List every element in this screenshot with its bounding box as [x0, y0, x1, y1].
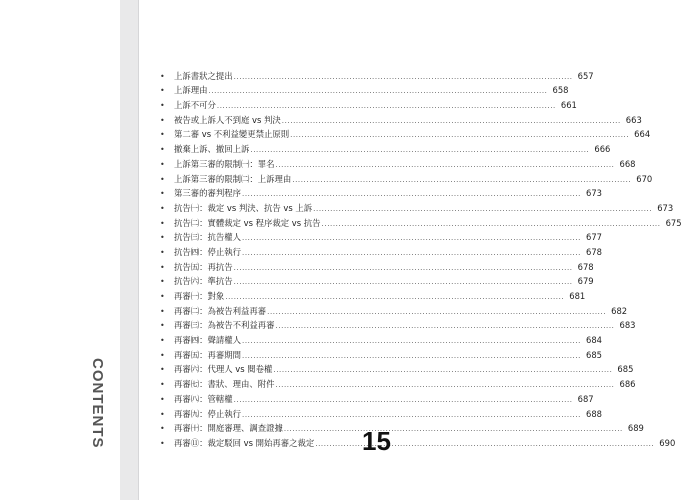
bullet-icon: • — [160, 306, 165, 316]
leader-dots: ........................................................................................................................ — [242, 410, 582, 419]
toc-entry-page: 678 — [586, 246, 603, 257]
toc-entry-page: 673 — [657, 202, 674, 213]
toc-entry-title: 上訴書狀之提出 — [174, 70, 233, 81]
toc-entry-title: 抗告㈣：停止執行 — [174, 246, 241, 257]
toc-entry-title: 抗告㈡：實體裁定 vs 程序裁定 vs 抗告 — [174, 217, 321, 228]
toc-entry — [160, 66, 594, 81]
toc-entry — [160, 286, 586, 301]
toc-entry-page: 682 — [611, 305, 628, 316]
toc-entry-title: 再審㈦：書狀、理由、附件 — [174, 379, 275, 390]
bullet-icon: • — [160, 424, 165, 434]
toc-entry-page: 690 — [659, 437, 676, 448]
leader-dots: ........................................................................................................................ — [225, 293, 565, 301]
toc-entry-page: 681 — [569, 291, 586, 301]
toc-entry-page: 661 — [560, 100, 577, 111]
toc-entry-title: 再審㈤：再審期間 — [174, 349, 241, 360]
bullet-icon: • — [160, 115, 165, 125]
toc-entry — [160, 110, 642, 125]
toc-entry-page: 688 — [586, 408, 603, 419]
toc-entry-page: 678 — [577, 261, 594, 272]
bullet-icon: • — [160, 247, 165, 257]
bullet-icon: • — [160, 159, 165, 169]
bullet-icon: • — [160, 409, 165, 419]
toc-entry-title: 再審㈨：停止執行 — [174, 408, 241, 419]
bullet-icon: • — [160, 321, 165, 331]
leader-dots: ........................................................................................................................ — [267, 307, 607, 316]
toc-entry-title: 抗告㈥：準抗告 — [174, 276, 233, 287]
bullet-icon: • — [160, 336, 165, 346]
toc-entry — [160, 301, 628, 316]
toc-entry-title: 再審㈧：管轄權 — [174, 393, 233, 404]
toc-entry — [160, 213, 682, 228]
leader-dots: ........................................................................................................................ — [233, 263, 573, 272]
toc-entry-page: 687 — [577, 393, 594, 404]
bullet-icon: • — [160, 350, 165, 360]
leader-dots: ........................................................................................................................ — [242, 248, 582, 257]
leader-dots: ........................................................................................................................ — [242, 190, 582, 199]
bullet-icon: • — [160, 394, 165, 404]
toc-entry-title: 再審㈡：為被告利益再審 — [174, 305, 267, 316]
toc-entry-page: 685 — [617, 364, 634, 375]
toc-entry-page: 683 — [619, 320, 636, 331]
toc-entry-title: 上訴第三審的限制㈡：上訴理由 — [174, 173, 292, 184]
bullet-icon: • — [160, 262, 165, 272]
toc-entry-page: 673 — [586, 188, 603, 199]
toc-entry — [160, 81, 569, 96]
toc-entry-page: 684 — [586, 335, 603, 346]
leader-dots: ........................................................................................................................ — [242, 351, 582, 360]
bullet-icon: • — [160, 380, 165, 390]
bullet-icon: • — [160, 189, 165, 199]
bullet-icon: • — [160, 174, 165, 184]
toc-entry-page: 657 — [577, 70, 594, 81]
leader-dots: ........................................................................................................................ — [275, 322, 615, 331]
leader-dots: ........................................................................................................................ — [216, 102, 556, 111]
bullet-icon: • — [160, 130, 165, 140]
toc-entry — [160, 198, 674, 213]
toc-entry-title: 再審㈩：開庭審理、調查證據 — [174, 423, 283, 434]
toc-entry-page: 658 — [552, 85, 569, 96]
bullet-icon: • — [160, 218, 165, 228]
toc-entry-title: 上訴第三審的限制㈠：罪名 — [174, 158, 275, 169]
toc-entry-title: 再審⑪：裁定駁回 vs 開始再審之裁定 — [174, 437, 315, 448]
toc-entry — [160, 257, 594, 272]
toc-entry-title: 再審㈠：對象 — [174, 291, 225, 301]
toc-entry-page: 677 — [586, 232, 603, 243]
toc-entry — [160, 242, 603, 257]
page-number: 15 — [362, 426, 391, 456]
bullet-icon: • — [160, 233, 165, 243]
bullet-icon: • — [160, 365, 165, 375]
toc-entry — [160, 169, 653, 184]
bullet-icon: • — [160, 71, 165, 81]
toc-entry — [160, 330, 603, 346]
toc-entry-page: 685 — [586, 349, 603, 360]
toc-entry — [160, 95, 577, 111]
leader-dots: ........................................................................................................................ — [250, 146, 590, 155]
leader-dots: ........................................................................................................................ — [233, 395, 573, 404]
toc-entry — [160, 360, 634, 375]
toc-entry-title: 第二審 vs 不利益變更禁止原則 — [174, 129, 290, 140]
leader-dots: ........................................................................................................................ — [275, 160, 615, 169]
toc-entry-page: 679 — [577, 276, 594, 287]
bullet-icon: • — [160, 101, 165, 111]
leader-dots: ........................................................................................................................ — [313, 204, 653, 213]
toc-entry-title: 再審㈢：為被告不利益再審 — [174, 320, 275, 331]
toc-entry-title: 再審㈣：聲請權人 — [174, 335, 241, 346]
toc-entry — [160, 228, 603, 243]
leader-dots: ........................................................................................................................ — [283, 425, 623, 434]
leader-dots: ........................................................................................................................ — [275, 381, 615, 390]
toc-entry-title: 再審㈥：代理人 vs 閱卷權 — [174, 364, 273, 375]
toc-entry-title: 第三審的審判程序 — [174, 188, 241, 199]
leader-dots: ........................................................................................................................ — [233, 72, 573, 81]
toc-entry-page: 686 — [619, 379, 636, 390]
toc-entry-title: 撤棄上訴、撤回上訴 — [174, 144, 250, 155]
leader-dots: ........................................................................................................................ — [315, 439, 655, 448]
toc-entry-page: 666 — [594, 144, 611, 155]
toc-entry — [160, 125, 651, 140]
leader-dots: ........................................................................................................................ — [242, 234, 582, 243]
bullet-icon: • — [160, 292, 165, 301]
bullet-icon: • — [160, 145, 165, 155]
toc-entry-title: 被告或上訴人不到庭 vs 判決 — [174, 114, 281, 125]
toc-entry-title: 抗告㈠：裁定 vs 判決、抗告 vs 上訴 — [174, 202, 313, 213]
toc-entry-title: 上訴不可分 — [174, 100, 216, 111]
leader-dots: ........................................................................................................................ — [233, 278, 573, 287]
leader-dots: ........................................................................................................................ — [273, 366, 613, 375]
toc-entry-page: 675 — [665, 217, 682, 228]
toc-entry — [160, 374, 636, 390]
toc-entry — [160, 272, 594, 287]
leader-dots: ........................................................................................................................ — [208, 87, 548, 96]
contents-side-label: CONTENTS — [89, 358, 106, 449]
bullet-icon: • — [160, 277, 165, 287]
toc-entry-title: 抗告㈢：抗告權人 — [174, 232, 241, 243]
leader-dots: ........................................................................................................................ — [281, 116, 621, 125]
table-of-contents — [160, 66, 682, 448]
toc-entry-page: 664 — [634, 129, 651, 140]
toc-entry-title: 上訴理由 — [174, 85, 208, 96]
toc-entry — [160, 316, 636, 331]
toc-entry-page: 668 — [619, 158, 636, 169]
leader-dots: ........................................................................................................................ — [321, 219, 661, 228]
toc-entry — [160, 154, 636, 169]
leader-dots: ........................................................................................................................ — [292, 175, 632, 184]
leader-dots: ........................................................................................................................ — [242, 337, 582, 346]
toc-entry-page: 663 — [625, 114, 642, 125]
bullet-icon: • — [160, 86, 165, 96]
toc-entry — [160, 389, 594, 404]
toc-entry — [160, 139, 611, 155]
toc-entry-page: 689 — [627, 423, 644, 434]
toc-entry-page: 670 — [636, 173, 653, 184]
leader-dots: ........................................................................................................................ — [290, 131, 630, 140]
toc-entry — [160, 184, 603, 199]
bullet-icon: • — [160, 438, 165, 448]
toc-entry — [160, 419, 644, 434]
side-strip — [120, 0, 139, 500]
toc-entry-title: 抗告㈤：再抗告 — [174, 261, 233, 272]
toc-entry — [160, 345, 603, 360]
bullet-icon: • — [160, 203, 165, 213]
toc-entry — [160, 404, 603, 419]
